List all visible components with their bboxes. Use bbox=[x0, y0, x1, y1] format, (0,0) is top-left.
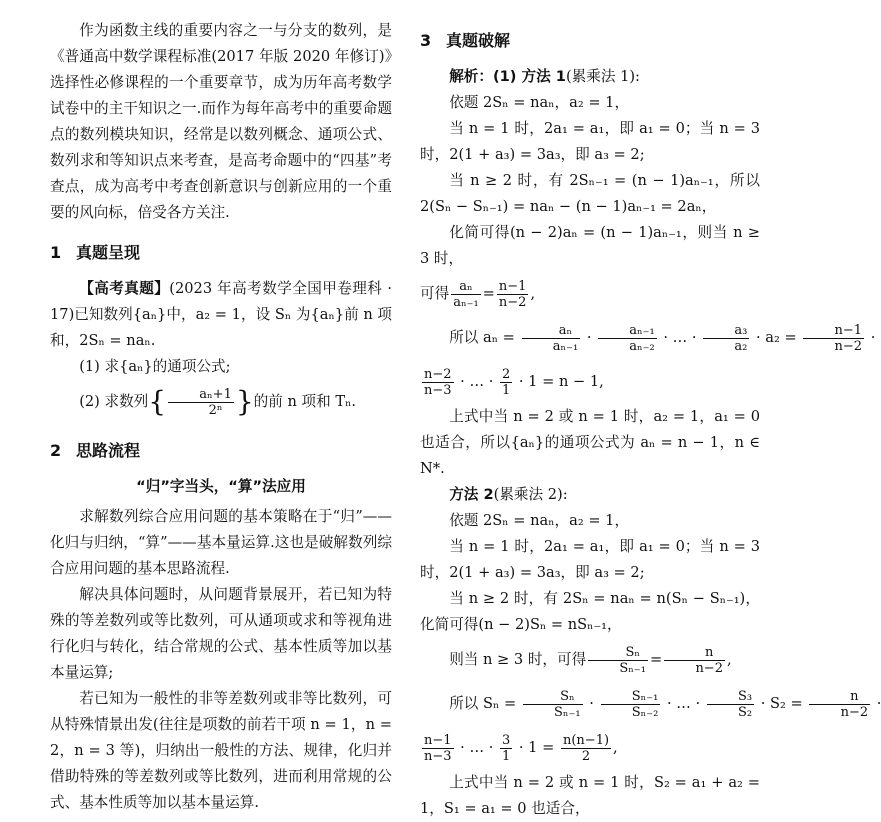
strategy-paragraph-1: 求解数列综合应用问题的基本策略在于“归”——化归与归纳，“算”——基本量运算.这也是破解数列综合应用问题的基本思路流程. bbox=[50, 508, 392, 577]
section-title: 真题破解 bbox=[446, 31, 511, 50]
solution-conclusion: 上式中当 n = 2 或 n = 1 时，S₂ = a₁ + a₂ = 1，S₁ = a₁ = 0 也适合， bbox=[420, 774, 760, 817]
exam-tag: 【高考真题】 bbox=[79, 280, 170, 297]
solution-line: 依题 2Sₙ = naₙ，a₂ = 1， bbox=[449, 512, 630, 529]
problem-statement: 【高考真题】(2023 年高考数学全国甲卷理科 · 17)已知数列{aₙ}中，a₂ = 1，设 Sₙ 为{aₙ}前 n 项和，2Sₙ = naₙ. bbox=[50, 280, 392, 349]
right-column bbox=[420, 18, 881, 822]
fraction: $\frac{\text{a₃}}{\text{a₂}}$ bbox=[703, 323, 749, 354]
section-title: 思路流程 bbox=[76, 441, 141, 460]
section-number: 2 bbox=[50, 441, 62, 460]
product-equation: 所以 Sₙ = $\frac{\text{Sₙ}}{\text{Sₙ₋₁}}$ · $\frac{\text{Sₙ₋₁}}{\text{Sₙ₋₂}}$ · … · $\frac{\text{S₃}}{\text{S₂}}$ · S₂ = $\frac{n}{n-2}$ · bbox=[449, 688, 881, 720]
fraction: $\frac{\text{aₙ}}{\text{aₙ₋₁}}$ bbox=[522, 323, 581, 354]
section-number: 1 bbox=[50, 243, 62, 262]
section-1-heading bbox=[50, 240, 392, 266]
subsection-title: “归”字当头，“算”法应用 bbox=[136, 478, 306, 495]
strategy-paragraph-2: 解决具体问题时，从问题背景展开，若已知为特殊的等差数列或等比数列，可从通项或求和等视角进行化归与转化，结合常规的公式、基本性质等加以基本量运算; bbox=[50, 586, 392, 681]
product-equation: 所以 aₙ = $\frac{\text{aₙ}}{\text{aₙ₋₁}}$ · $\frac{\text{aₙ₋₁}}{\text{aₙ₋₂}}$ · … · $\frac{\text{a₃}}{\text{a₂}}$ · a₂ = $\frac{n-1}{n-2}$ · bbox=[449, 322, 876, 354]
fraction: $\frac{n}{n-2}$ bbox=[809, 689, 870, 720]
fraction: $\frac{\text{S₃}}{\text{S₂}}$ bbox=[707, 689, 754, 720]
solution-line: 当 n = 1 时，2a₁ = a₁，即 a₁ = 0；当 n = 3 时，2(1 + a₃) = 3a₃，即 a₃ = 2; bbox=[420, 538, 760, 581]
solution-conclusion: 上式中当 n = 2 或 n = 1 时，a₂ = 1，a₁ = 0 也适合，所以{aₙ}的通项公式为 aₙ = n − 1，n ∈ N*. bbox=[420, 408, 760, 477]
solution-line: 当 n ≥ 2 时，有 2Sₙ₋₁ = (n − 1)aₙ₋₁，所以 2(Sₙ − Sₙ₋₁) = naₙ − (n − 1)aₙ₋₁ = 2aₙ， bbox=[420, 172, 760, 215]
section-number: 3 bbox=[420, 31, 432, 50]
sequence-fraction: $\frac{\text{aₙ+1}}{\text{2ⁿ}}$ bbox=[168, 387, 234, 418]
method-2-heading: 方法 2(累乘法 2): bbox=[449, 486, 568, 503]
fraction: $\frac{n-1}{n-2}$ bbox=[803, 323, 864, 354]
fraction: $\frac{\text{Sₙ}}{\text{Sₙ₋₁}}$ bbox=[523, 689, 583, 720]
fraction: $\frac{\text{aₙ₋₁}}{\text{aₙ₋₂}}$ bbox=[598, 323, 657, 354]
fraction: $\frac{n-2}{n-3}$ bbox=[424, 366, 452, 398]
method-1-heading: 解析：(1) 方法 1(累乘法 1): bbox=[449, 68, 640, 85]
fraction: $\frac{2}{1}$ bbox=[501, 366, 511, 398]
section-3-heading bbox=[420, 28, 760, 54]
fraction: $\frac{n(n-1)}{2}$ bbox=[562, 732, 610, 764]
product-equation-cont: $\frac{n-1}{n-3}$ · … · $\frac{3}{1}$ · 1 = $\frac{n(n-1)}{2}$ , bbox=[424, 732, 618, 764]
fraction: $\frac{n}{n-2}$ bbox=[664, 645, 725, 676]
left-column bbox=[50, 18, 392, 816]
fraction: $\frac{\text{Sₙ₋₁}}{\text{Sₙ₋₂}}$ bbox=[601, 689, 661, 720]
fraction: $\frac{\text{aₙ}}{\text{aₙ₋₁}}$ bbox=[453, 278, 479, 310]
section-2-heading bbox=[50, 438, 392, 464]
question-1: (1) 求{aₙ}的通项公式; bbox=[79, 358, 231, 375]
solution-line: 当 n = 1 时，2a₁ = a₁，即 a₁ = 0；当 n = 3 时，2(1 + a₃) = 3a₃，即 a₃ = 2; bbox=[420, 120, 760, 163]
fraction: $\frac{3}{1}$ bbox=[501, 732, 511, 764]
intro-paragraph: 作为函数主线的重要内容之一与分支的数列，是《普通高中数学课程标准(2017 年版 2020 年修订)》选择性必修课程的一个重要章节，成为历年高考数学试卷中的主干知识之一.而作为每年高考中的重要命题点的数列模块知识，经常是以数列概念、通项公式、数列求和等知识点来考查，是高考命题中的“四基”考查点，成为高考中考查创新意识与创新应用的一个重要的风向标，倍受各方关注. bbox=[50, 22, 392, 221]
fraction: $\frac{\text{Sₙ}}{\text{Sₙ₋₁}}$ bbox=[588, 645, 648, 676]
strategy-paragraph-3: 若已知为一般性的非等差数列或非等比数列，可从特殊情景出发(往往是项数的前若干项 n = 1，n = 2，n = 3 等)，归纳出一般性的方法、规律，化归并借助特殊的等差数列或等比数列，进而利用常规的公式、基本性质等加以基本量运算. bbox=[50, 690, 392, 811]
solution-line: 依题 2Sₙ = naₙ，a₂ = 1， bbox=[449, 94, 630, 111]
ratio-equation: 可得 $\frac{\text{aₙ}}{\text{aₙ₋₁}}$ = $\frac{n-1}{n-2}$ , bbox=[420, 278, 536, 310]
solution-line: 化简可得(n − 2)aₙ = (n − 1)aₙ₋₁，则当 n ≥ 3 时， bbox=[420, 224, 760, 267]
product-equation-cont: $\frac{n-2}{n-3}$ · … · $\frac{2}{1}$ · 1 = n − 1, bbox=[424, 366, 604, 398]
ratio-equation: 则当 n ≥ 3 时，可得 $\frac{\text{Sₙ}}{\text{Sₙ₋₁}}$ = $\frac{n}{n-2}$ , bbox=[449, 644, 732, 676]
fraction: $\frac{n-1}{n-3}$ bbox=[424, 732, 452, 764]
fraction: $\frac{n-1}{n-2}$ bbox=[498, 278, 527, 310]
question-2: (2) 求数列{ $\frac{\text{aₙ+1}}{\text{2ⁿ}}$ }的前 n 项和 Tₙ. bbox=[79, 385, 357, 418]
section-title: 真题呈现 bbox=[76, 243, 141, 262]
solution-line: 当 n ≥ 2 时，有 2Sₙ = naₙ = n(Sₙ − Sₙ₋₁)，化简可得(n − 2)Sₙ = nSₙ₋₁， bbox=[420, 590, 760, 633]
